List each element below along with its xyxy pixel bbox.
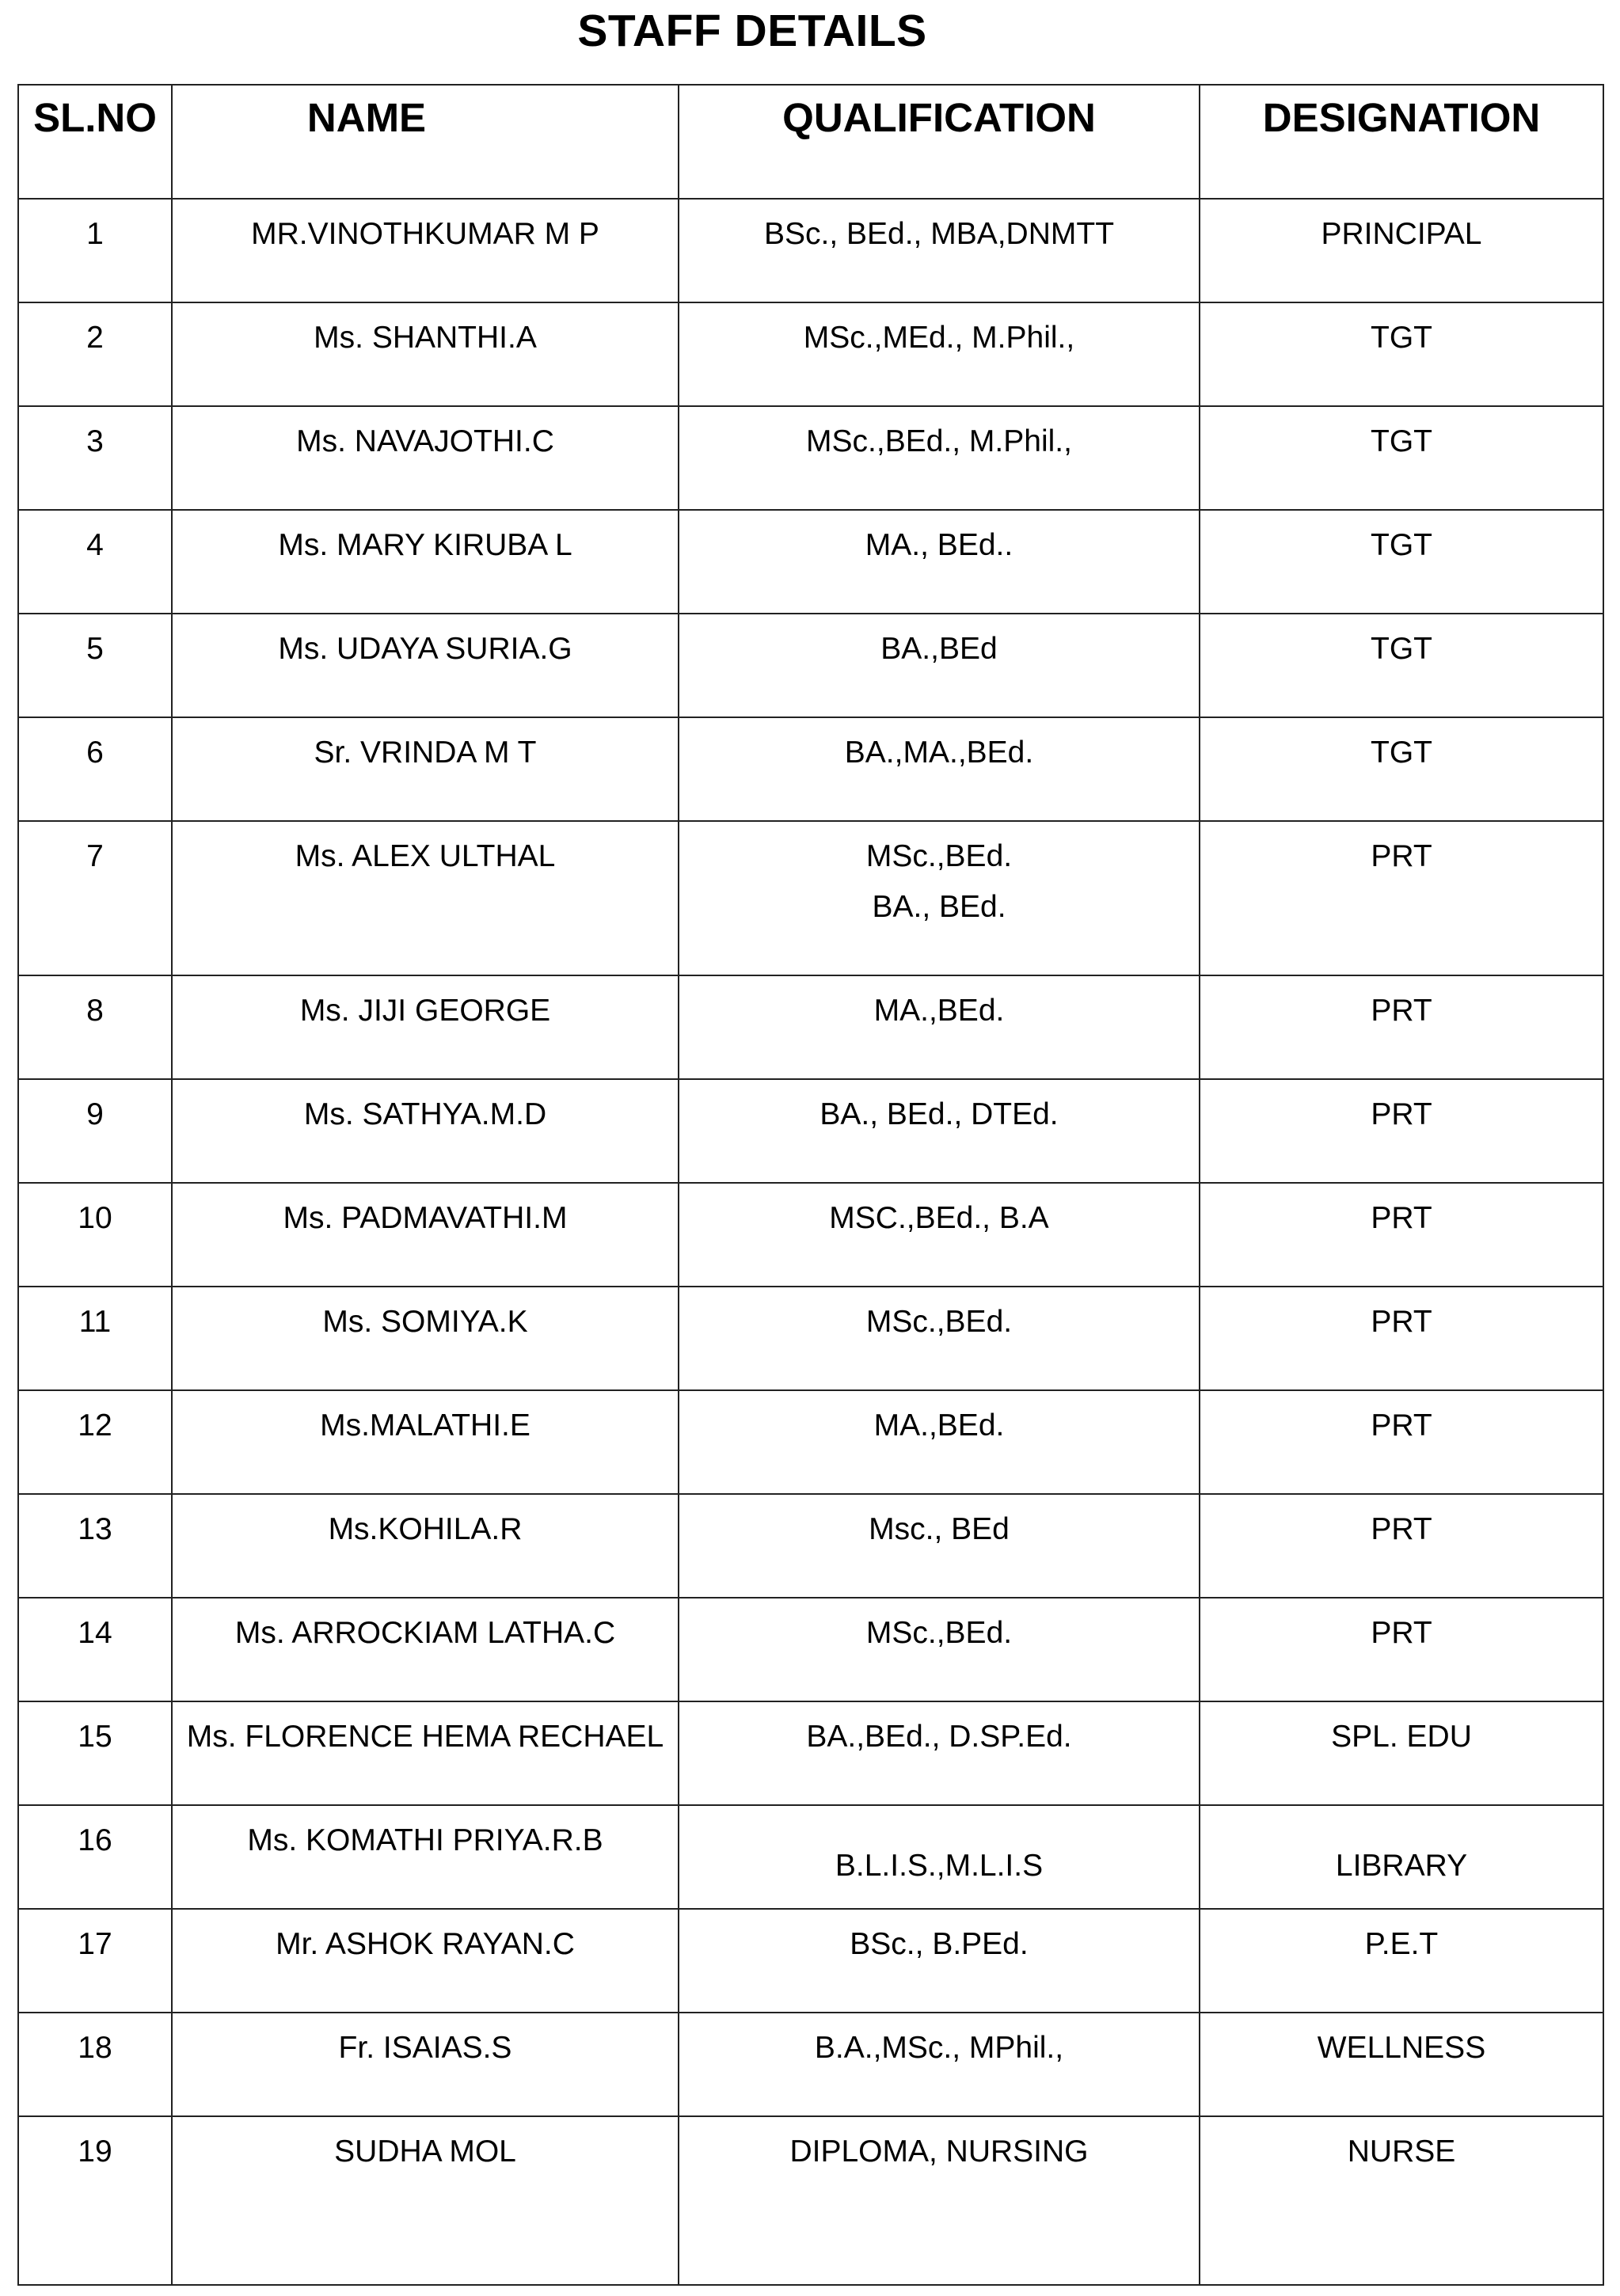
qualification-line: MSc.,BEd., M.Phil., bbox=[806, 424, 1072, 458]
qualification-line: MSc.,BEd. bbox=[865, 1616, 1013, 1650]
name-cell: Ms. JIJI GEORGE bbox=[172, 975, 679, 1079]
qualification-line: MSC.,BEd., B.A bbox=[829, 1201, 1049, 1235]
qualification-cell bbox=[679, 1805, 1200, 1909]
name-cell: Ms. SOMIYA.K bbox=[172, 1287, 679, 1390]
sl-no-cell: 1 bbox=[18, 199, 172, 302]
qualification-cell bbox=[679, 1909, 1200, 2013]
column-header-label: NAME bbox=[306, 95, 427, 140]
sl-no-cell: 17 bbox=[18, 1909, 172, 2013]
table-row bbox=[18, 821, 1603, 975]
staff-table bbox=[17, 84, 1604, 2286]
qualification-cell bbox=[679, 2013, 1200, 2116]
designation-cell: TGT bbox=[1200, 614, 1603, 717]
name-cell: Ms. SATHYA.M.D bbox=[172, 1079, 679, 1183]
designation-cell: PRT bbox=[1200, 1598, 1603, 1701]
name-cell: Sr. VRINDA M T bbox=[172, 717, 679, 821]
table-row bbox=[18, 717, 1603, 821]
designation-cell: TGT bbox=[1200, 302, 1603, 406]
table-row bbox=[18, 614, 1603, 717]
qualification-line: B.L.I.S.,M.L.I.S bbox=[835, 1849, 1044, 1883]
sl-no-cell: 10 bbox=[18, 1183, 172, 1287]
table-row bbox=[18, 199, 1603, 302]
qualification-cell bbox=[679, 1390, 1200, 1494]
qualification-line: BA., BEd., DTEd. bbox=[820, 1097, 1059, 1131]
sl-no-cell: 19 bbox=[18, 2116, 172, 2285]
sl-no-cell: 2 bbox=[18, 302, 172, 406]
name-cell: Ms. ALEX ULTHAL bbox=[172, 821, 679, 975]
sl-no-cell: 12 bbox=[18, 1390, 172, 1494]
designation-cell: TGT bbox=[1200, 717, 1603, 821]
designation-cell: PRT bbox=[1200, 1287, 1603, 1390]
qualification-line: B.A.,MSc., MPhil., bbox=[814, 2031, 1064, 2065]
name-cell: Ms.KOHILA.R bbox=[172, 1494, 679, 1598]
qualification-cell bbox=[679, 1701, 1200, 1805]
sl-no-cell: 3 bbox=[18, 406, 172, 510]
table-row bbox=[18, 302, 1603, 406]
name-cell: Ms. ARROCKIAM LATHA.C bbox=[172, 1598, 679, 1701]
qualification-cell bbox=[679, 510, 1200, 614]
table-row bbox=[18, 1598, 1603, 1701]
qualification-line: MSc.,BEd. bbox=[865, 1305, 1013, 1339]
qualification-line: DIPLOMA, NURSING bbox=[789, 2134, 1089, 2169]
sl-no-cell: 4 bbox=[18, 510, 172, 614]
designation-cell: PRT bbox=[1200, 1183, 1603, 1287]
qualification-line: BSc., BEd., MBA,DNMTT bbox=[763, 217, 1115, 251]
name-cell: Ms. SHANTHI.A bbox=[172, 302, 679, 406]
column-header-label: SL.NO bbox=[33, 95, 157, 140]
table-row bbox=[18, 1183, 1603, 1287]
qualification-cell bbox=[679, 1287, 1200, 1390]
designation-cell: PRT bbox=[1200, 821, 1603, 975]
table-row bbox=[18, 2013, 1603, 2116]
qualification-line: BA., BEd. bbox=[872, 890, 1006, 924]
table-body bbox=[18, 199, 1603, 2285]
name-cell: MR.VINOTHKUMAR M P bbox=[172, 199, 679, 302]
qualification-line: MSc.,MEd., M.Phil., bbox=[803, 321, 1075, 355]
table-row bbox=[18, 1805, 1603, 1909]
designation-cell: NURSE bbox=[1200, 2116, 1603, 2285]
designation-cell: TGT bbox=[1200, 510, 1603, 614]
qualification-line: MA.,BEd. bbox=[873, 1408, 1005, 1443]
table-row bbox=[18, 1287, 1603, 1390]
sl-no-cell: 18 bbox=[18, 2013, 172, 2116]
name-cell: Ms. PADMAVATHI.M bbox=[172, 1183, 679, 1287]
qualification-line: BSc., B.PEd. bbox=[850, 1927, 1029, 1961]
qualification-cell bbox=[679, 2116, 1200, 2285]
qualification-line: BA.,MA.,BEd. bbox=[844, 736, 1034, 770]
qualification-cell bbox=[679, 1598, 1200, 1701]
header-row bbox=[18, 85, 1603, 199]
qualification-cell bbox=[679, 302, 1200, 406]
table-row bbox=[18, 1390, 1603, 1494]
qualification-line: Msc., BEd bbox=[869, 1512, 1010, 1546]
designation-cell: TGT bbox=[1200, 406, 1603, 510]
name-cell: Mr. ASHOK RAYAN.C bbox=[172, 1909, 679, 2013]
designation-cell: PRT bbox=[1200, 1390, 1603, 1494]
sl-no-cell: 5 bbox=[18, 614, 172, 717]
designation-cell: LIBRARY bbox=[1200, 1805, 1603, 1909]
designation-cell: PRT bbox=[1200, 1079, 1603, 1183]
page-title: STAFF DETAILS bbox=[577, 6, 927, 56]
name-cell: Ms. KOMATHI PRIYA.R.B bbox=[172, 1805, 679, 1909]
name-cell: Ms.MALATHI.E bbox=[172, 1390, 679, 1494]
column-header-name bbox=[172, 85, 679, 199]
table-row bbox=[18, 1909, 1603, 2013]
column-header-label: QUALIFICATION bbox=[782, 95, 1096, 140]
designation-cell: P.E.T bbox=[1200, 1909, 1603, 2013]
designation-cell: PRT bbox=[1200, 1494, 1603, 1598]
sl-no-cell: 13 bbox=[18, 1494, 172, 1598]
table-row bbox=[18, 975, 1603, 1079]
name-cell: Ms. UDAYA SURIA.G bbox=[172, 614, 679, 717]
name-cell: Fr. ISAIAS.S bbox=[172, 2013, 679, 2116]
qualification-line: BA.,BEd., D.SP.Ed. bbox=[806, 1720, 1072, 1754]
qualification-cell bbox=[679, 199, 1200, 302]
qualification-cell bbox=[679, 1494, 1200, 1598]
column-header-designation bbox=[1200, 85, 1603, 199]
qualification-cell bbox=[679, 717, 1200, 821]
qualification-line: MA.,BEd. bbox=[873, 994, 1005, 1028]
name-cell: SUDHA MOL bbox=[172, 2116, 679, 2285]
column-header-label: DESIGNATION bbox=[1262, 95, 1541, 140]
column-header-qualification bbox=[679, 85, 1200, 199]
qualification-cell bbox=[679, 975, 1200, 1079]
qualification-cell bbox=[679, 614, 1200, 717]
qualification-cell bbox=[679, 406, 1200, 510]
designation-cell: SPL. EDU bbox=[1200, 1701, 1603, 1805]
name-cell: Ms. NAVAJOTHI.C bbox=[172, 406, 679, 510]
sl-no-cell: 8 bbox=[18, 975, 172, 1079]
sl-no-cell: 6 bbox=[18, 717, 172, 821]
sl-no-cell: 11 bbox=[18, 1287, 172, 1390]
designation-cell: WELLNESS bbox=[1200, 2013, 1603, 2116]
table-row bbox=[18, 1701, 1603, 1805]
name-cell: Ms. FLORENCE HEMA RECHAEL bbox=[172, 1701, 679, 1805]
sl-no-cell: 16 bbox=[18, 1805, 172, 1909]
qualification-line: BA.,BEd bbox=[880, 632, 998, 666]
sl-no-cell: 14 bbox=[18, 1598, 172, 1701]
qualification-line: MA., BEd.. bbox=[865, 528, 1013, 562]
table-row bbox=[18, 1079, 1603, 1183]
table-header bbox=[18, 85, 1603, 199]
table-row bbox=[18, 510, 1603, 614]
qualification-cell bbox=[679, 1079, 1200, 1183]
designation-cell: PRINCIPAL bbox=[1200, 199, 1603, 302]
sl-no-cell: 7 bbox=[18, 821, 172, 975]
qualification-cell bbox=[679, 1183, 1200, 1287]
name-cell: Ms. MARY KIRUBA L bbox=[172, 510, 679, 614]
table-row bbox=[18, 1494, 1603, 1598]
qualification-cell bbox=[679, 821, 1200, 975]
designation-cell: PRT bbox=[1200, 975, 1603, 1079]
table-row bbox=[18, 2116, 1603, 2285]
qualification-line: MSc.,BEd. bbox=[865, 839, 1013, 873]
table-row bbox=[18, 406, 1603, 510]
sl-no-cell: 9 bbox=[18, 1079, 172, 1183]
sl-no-cell: 15 bbox=[18, 1701, 172, 1805]
